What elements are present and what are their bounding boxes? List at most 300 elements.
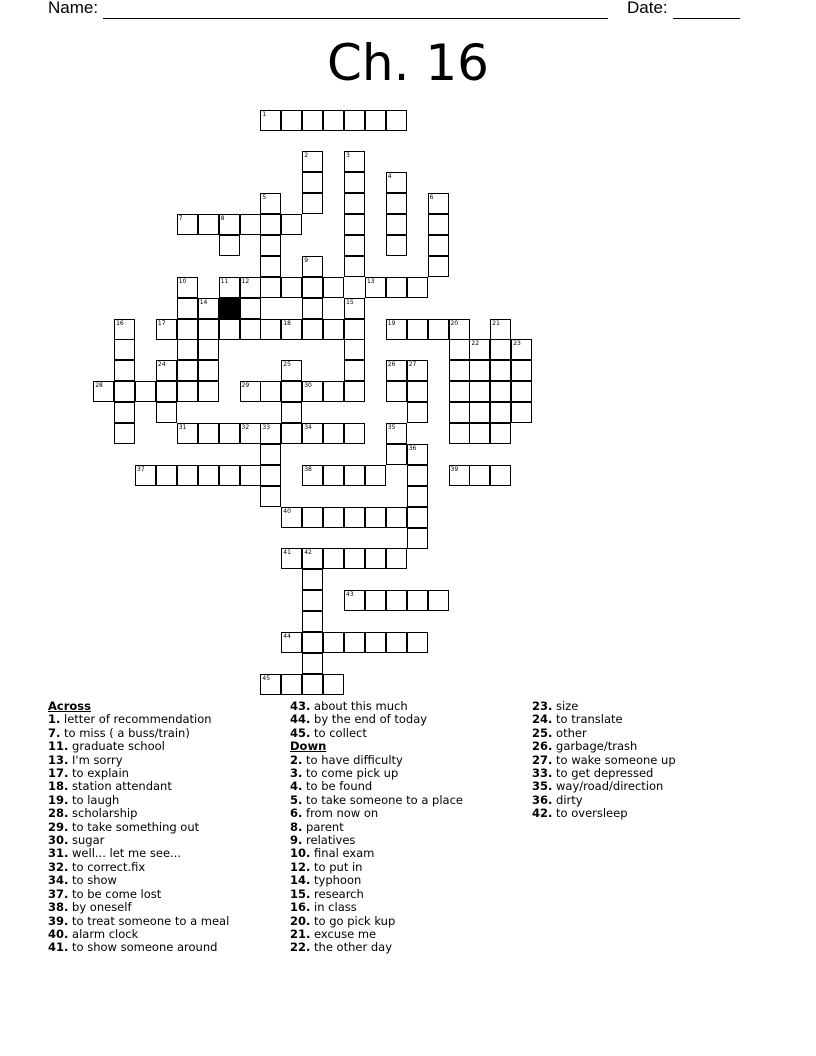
clue-text: typhoon bbox=[310, 873, 362, 888]
grid-cell[interactable] bbox=[386, 423, 407, 444]
clue-number-label: 25. bbox=[532, 725, 553, 740]
clue-text: other bbox=[552, 725, 587, 740]
down-clue bbox=[290, 888, 463, 901]
down-clue bbox=[290, 807, 463, 820]
grid-cell[interactable] bbox=[469, 360, 490, 381]
grid-cell[interactable] bbox=[177, 298, 198, 319]
clue-number: 43 bbox=[346, 591, 354, 599]
grid-cell[interactable] bbox=[511, 339, 532, 360]
down-clue bbox=[532, 794, 676, 807]
grid-cell[interactable] bbox=[302, 110, 323, 131]
clue-number-label: 7. bbox=[48, 725, 61, 740]
down-clue bbox=[290, 901, 463, 914]
clue-number-label: 26. bbox=[532, 739, 553, 754]
grid-cell[interactable] bbox=[386, 110, 407, 131]
grid-cell[interactable] bbox=[365, 507, 386, 528]
across-clue bbox=[48, 821, 229, 834]
grid-cell[interactable] bbox=[260, 193, 281, 214]
clue-number-label: 40. bbox=[48, 926, 69, 941]
clue-number-label: 18. bbox=[48, 779, 69, 794]
across-clue bbox=[48, 874, 229, 887]
clue-number-label: 6. bbox=[290, 806, 303, 821]
grid-cell[interactable] bbox=[449, 465, 470, 486]
grid-cell[interactable] bbox=[386, 381, 407, 402]
grid-cell[interactable] bbox=[281, 381, 302, 402]
clue-number-label: 3. bbox=[290, 766, 303, 781]
grid-cell[interactable] bbox=[219, 235, 240, 256]
grid-cell[interactable] bbox=[490, 465, 511, 486]
grid-cell[interactable] bbox=[407, 486, 428, 507]
clue-text: final exam bbox=[310, 846, 375, 861]
clue-text: excuse me bbox=[310, 926, 377, 941]
grid-cell[interactable] bbox=[344, 235, 365, 256]
down-clue bbox=[532, 754, 676, 767]
clue-number-label: 35. bbox=[532, 779, 553, 794]
grid-cell[interactable] bbox=[302, 381, 323, 402]
grid-cell[interactable] bbox=[386, 590, 407, 611]
clue-number-label: 14. bbox=[290, 873, 311, 888]
grid-cell[interactable] bbox=[240, 381, 261, 402]
grid-cell[interactable] bbox=[156, 402, 177, 423]
clue-number-label: 10. bbox=[290, 846, 311, 861]
clue-number-label: 22. bbox=[290, 940, 311, 955]
clue-number: 1 bbox=[262, 110, 267, 118]
clue-number: 15 bbox=[346, 298, 354, 306]
clue-text: to go pick kup bbox=[310, 913, 396, 928]
grid-cell[interactable] bbox=[198, 298, 219, 319]
clue-text: to be come lost bbox=[68, 886, 162, 901]
down-clue bbox=[532, 700, 676, 713]
grid-cell[interactable] bbox=[260, 256, 281, 277]
clue-number-label: 38. bbox=[48, 900, 69, 915]
clue-number: 7 bbox=[178, 215, 183, 222]
down-clue bbox=[290, 767, 463, 780]
grid-cell[interactable] bbox=[198, 423, 219, 444]
clue-number: 26 bbox=[387, 361, 396, 369]
grid-cell[interactable] bbox=[344, 360, 365, 381]
grid-cell[interactable] bbox=[386, 319, 407, 340]
grid-cell[interactable] bbox=[114, 360, 135, 381]
grid-cell[interactable] bbox=[344, 465, 365, 486]
grid-cell[interactable] bbox=[386, 632, 407, 653]
grid-cell[interactable] bbox=[198, 339, 219, 360]
grid-cell[interactable] bbox=[344, 339, 365, 360]
clue-text: to show bbox=[68, 873, 117, 888]
grid-cell[interactable] bbox=[177, 339, 198, 360]
clue-number: 29 bbox=[241, 382, 250, 390]
grid-cell[interactable] bbox=[344, 381, 365, 402]
grid-cell[interactable] bbox=[302, 193, 323, 214]
grid-cell[interactable] bbox=[260, 277, 281, 298]
clue-number: 12 bbox=[241, 277, 250, 285]
across-clue bbox=[290, 700, 463, 713]
down-clue bbox=[532, 727, 676, 740]
grid-cell[interactable] bbox=[490, 381, 511, 402]
clue-text: to wake someone up bbox=[552, 752, 676, 767]
date-label: Date: bbox=[627, 0, 673, 17]
grid-cell[interactable] bbox=[302, 569, 323, 590]
clue-column-3 bbox=[532, 700, 676, 821]
grid-cell[interactable] bbox=[428, 193, 449, 214]
clue-number: 31 bbox=[178, 424, 187, 431]
clue-text: I'm sorry bbox=[68, 752, 123, 767]
down-clue bbox=[290, 915, 463, 928]
grid-cell[interactable] bbox=[302, 632, 323, 653]
grid-cell[interactable] bbox=[344, 423, 365, 444]
grid-cell[interactable] bbox=[386, 360, 407, 381]
down-clue bbox=[290, 794, 463, 807]
grid-cell[interactable] bbox=[177, 423, 198, 444]
grid-cell[interactable] bbox=[344, 298, 365, 319]
grid-cell[interactable] bbox=[302, 465, 323, 486]
grid-cell[interactable] bbox=[302, 151, 323, 172]
grid-cell[interactable] bbox=[302, 256, 323, 277]
grid-cell[interactable] bbox=[198, 360, 219, 381]
grid-cell[interactable] bbox=[302, 611, 323, 632]
clue-number: 33 bbox=[262, 424, 271, 431]
grid-cell[interactable] bbox=[177, 360, 198, 381]
clue-number: 39 bbox=[450, 465, 459, 473]
grid-cell[interactable] bbox=[344, 319, 365, 340]
down-clue bbox=[290, 754, 463, 767]
grid-cell[interactable] bbox=[177, 214, 198, 235]
grid-cell[interactable] bbox=[428, 235, 449, 256]
grid-cell[interactable] bbox=[302, 172, 323, 193]
clue-text: graduate school bbox=[68, 739, 165, 754]
grid-cell[interactable] bbox=[302, 548, 323, 569]
grid-cell[interactable] bbox=[449, 360, 470, 381]
clue-number: 44 bbox=[283, 633, 291, 640]
grid-cell[interactable] bbox=[449, 381, 470, 402]
grid-cell[interactable] bbox=[198, 381, 219, 402]
clue-number: 14 bbox=[199, 298, 208, 306]
grid-cell[interactable] bbox=[323, 548, 344, 569]
across-clue bbox=[48, 861, 229, 874]
grid-cell[interactable] bbox=[281, 214, 302, 235]
grid-cell[interactable] bbox=[260, 381, 281, 402]
clue-number-label: 42. bbox=[532, 806, 553, 821]
grid-cell[interactable] bbox=[407, 277, 428, 298]
grid-cell[interactable] bbox=[260, 465, 281, 486]
clue-number: 32 bbox=[241, 424, 250, 431]
grid-cell[interactable] bbox=[490, 319, 511, 340]
grid-cell[interactable] bbox=[240, 465, 261, 486]
grid-cell[interactable] bbox=[365, 548, 386, 569]
grid-cell[interactable] bbox=[260, 444, 281, 465]
grid-cell[interactable] bbox=[344, 193, 365, 214]
grid-cell[interactable] bbox=[490, 402, 511, 423]
clue-number: 16 bbox=[116, 319, 124, 327]
clue-number: 42 bbox=[304, 549, 312, 557]
grid-cell[interactable] bbox=[323, 381, 344, 402]
clue-number-label: 19. bbox=[48, 792, 69, 807]
grid-cell[interactable] bbox=[281, 110, 302, 131]
across-clue bbox=[48, 834, 229, 847]
grid-cell[interactable] bbox=[260, 674, 281, 695]
grid-cell[interactable] bbox=[302, 674, 323, 695]
grid-cell[interactable] bbox=[198, 319, 219, 340]
grid-cell[interactable] bbox=[365, 110, 386, 131]
grid-cell[interactable] bbox=[219, 465, 240, 486]
grid-cell[interactable] bbox=[177, 319, 198, 340]
grid-cell[interactable] bbox=[281, 402, 302, 423]
clue-heading: Across bbox=[48, 699, 91, 713]
grid-cell[interactable] bbox=[490, 360, 511, 381]
grid-cell[interactable] bbox=[240, 298, 261, 319]
grid-cell[interactable] bbox=[240, 277, 261, 298]
clue-text: letter of recommendation bbox=[60, 712, 212, 727]
grid-cell[interactable] bbox=[386, 507, 407, 528]
grid-cell[interactable] bbox=[219, 423, 240, 444]
grid-cell[interactable] bbox=[449, 339, 470, 360]
clue-number: 5 bbox=[262, 194, 267, 202]
grid-cell[interactable] bbox=[511, 381, 532, 402]
grid-cell[interactable] bbox=[428, 214, 449, 235]
clue-text: dirty bbox=[552, 792, 583, 807]
clue-number-label: 44. bbox=[290, 712, 311, 727]
clue-number-label: 24. bbox=[532, 712, 553, 727]
down-clue bbox=[532, 713, 676, 726]
grid-cell[interactable] bbox=[386, 277, 407, 298]
grid-cell[interactable] bbox=[407, 528, 428, 549]
grid-cell[interactable] bbox=[469, 381, 490, 402]
grid-cell[interactable] bbox=[302, 298, 323, 319]
clue-number: 2 bbox=[304, 152, 309, 160]
clue-number: 30 bbox=[304, 382, 312, 390]
grid-cell[interactable] bbox=[344, 151, 365, 172]
grid-cell[interactable] bbox=[114, 339, 135, 360]
grid-cell[interactable] bbox=[302, 277, 323, 298]
clue-text: to explain bbox=[68, 766, 129, 781]
grid-cell[interactable] bbox=[365, 590, 386, 611]
grid-cell[interactable] bbox=[156, 465, 177, 486]
grid-cell[interactable] bbox=[323, 507, 344, 528]
clue-text: size bbox=[552, 699, 579, 713]
grid-cell[interactable] bbox=[281, 548, 302, 569]
grid-cell[interactable] bbox=[135, 381, 156, 402]
grid-cell[interactable] bbox=[240, 423, 261, 444]
grid-cell[interactable] bbox=[407, 319, 428, 340]
clue-number-label: 11. bbox=[48, 739, 69, 754]
across-clue bbox=[48, 807, 229, 820]
clue-number-label: 23. bbox=[532, 699, 553, 713]
grid-cell[interactable] bbox=[469, 402, 490, 423]
grid-cell[interactable] bbox=[219, 277, 240, 298]
grid-cell[interactable] bbox=[156, 360, 177, 381]
down-clue bbox=[532, 767, 676, 780]
grid-cell[interactable] bbox=[323, 277, 344, 298]
grid-cell[interactable] bbox=[302, 319, 323, 340]
clue-text: to collect bbox=[310, 725, 367, 740]
grid-cell[interactable] bbox=[365, 632, 386, 653]
grid-cell[interactable] bbox=[386, 444, 407, 465]
grid-cell[interactable] bbox=[469, 339, 490, 360]
grid-cell[interactable] bbox=[240, 214, 261, 235]
clue-number: 37 bbox=[137, 465, 145, 473]
grid-cell[interactable] bbox=[407, 360, 428, 381]
grid-cell[interactable] bbox=[114, 319, 135, 340]
grid-cell[interactable] bbox=[323, 632, 344, 653]
across-clue bbox=[48, 754, 229, 767]
grid-cell[interactable] bbox=[135, 465, 156, 486]
clue-text: to correct.fix bbox=[68, 859, 146, 874]
across-clue bbox=[290, 713, 463, 726]
grid-cell[interactable] bbox=[219, 319, 240, 340]
clue-text: to be found bbox=[302, 779, 373, 794]
grid-cell[interactable] bbox=[302, 507, 323, 528]
grid-cell[interactable] bbox=[323, 319, 344, 340]
grid-cell[interactable] bbox=[511, 402, 532, 423]
clue-number: 17 bbox=[157, 319, 166, 327]
grid-cell[interactable] bbox=[177, 465, 198, 486]
grid-cell[interactable] bbox=[198, 465, 219, 486]
grid-cell[interactable] bbox=[93, 381, 114, 402]
grid-cell[interactable] bbox=[260, 110, 281, 131]
clue-number-label: 5. bbox=[290, 792, 303, 807]
clue-number-label: 9. bbox=[290, 833, 303, 848]
down-clue bbox=[290, 941, 463, 954]
clue-text: to miss ( a buss/train) bbox=[60, 725, 190, 740]
down-clue bbox=[290, 874, 463, 887]
grid-cell[interactable] bbox=[260, 319, 281, 340]
grid-cell[interactable] bbox=[260, 214, 281, 235]
clue-heading: Down bbox=[290, 739, 327, 754]
grid-cell[interactable] bbox=[365, 465, 386, 486]
grid-cell[interactable] bbox=[344, 172, 365, 193]
clue-number: 23 bbox=[513, 340, 521, 348]
grid-cell[interactable] bbox=[177, 277, 198, 298]
grid-cell[interactable] bbox=[302, 653, 323, 674]
grid-cell[interactable] bbox=[344, 590, 365, 611]
grid-cell[interactable] bbox=[344, 632, 365, 653]
clue-text: to take someone to a place bbox=[302, 792, 463, 807]
grid-cell[interactable] bbox=[344, 214, 365, 235]
grid-cell[interactable] bbox=[407, 590, 428, 611]
grid-cell[interactable] bbox=[281, 423, 302, 444]
grid-cell[interactable] bbox=[323, 465, 344, 486]
grid-cell[interactable] bbox=[490, 339, 511, 360]
grid-cell[interactable] bbox=[114, 381, 135, 402]
grid-cell[interactable] bbox=[323, 423, 344, 444]
clue-number: 35 bbox=[387, 424, 396, 431]
clue-number-label: 41. bbox=[48, 940, 69, 955]
grid-cell[interactable] bbox=[177, 381, 198, 402]
grid-cell[interactable] bbox=[323, 110, 344, 131]
clue-number: 6 bbox=[429, 194, 434, 202]
across-clue bbox=[48, 941, 229, 954]
grid-cell[interactable] bbox=[490, 423, 511, 444]
grid-cell[interactable] bbox=[260, 486, 281, 507]
grid-cell[interactable] bbox=[281, 360, 302, 381]
grid-cell[interactable] bbox=[114, 402, 135, 423]
clue-number: 24 bbox=[157, 361, 166, 369]
grid-cell[interactable] bbox=[260, 423, 281, 444]
grid-cell[interactable] bbox=[407, 465, 428, 486]
clue-number: 36 bbox=[408, 444, 417, 452]
grid-cell[interactable] bbox=[428, 319, 449, 340]
clue-text: to put in bbox=[310, 859, 363, 874]
clue-number-label: 4. bbox=[290, 779, 303, 794]
grid-cell[interactable] bbox=[260, 235, 281, 256]
down-clue bbox=[290, 847, 463, 860]
grid-cell[interactable] bbox=[428, 590, 449, 611]
grid-cell[interactable] bbox=[469, 423, 490, 444]
grid-cell[interactable] bbox=[344, 110, 365, 131]
clue-number: 41 bbox=[283, 549, 291, 557]
grid-cell[interactable] bbox=[407, 381, 428, 402]
grid-cell[interactable] bbox=[156, 319, 177, 340]
clue-number-label: 15. bbox=[290, 886, 311, 901]
grid-cell[interactable] bbox=[449, 319, 470, 340]
grid-cell[interactable] bbox=[386, 548, 407, 569]
clue-text: to translate bbox=[552, 712, 623, 727]
grid-cell[interactable] bbox=[281, 674, 302, 695]
grid-cell[interactable] bbox=[323, 674, 344, 695]
grid-cell[interactable] bbox=[449, 423, 470, 444]
clue-number: 22 bbox=[471, 340, 480, 348]
clue-text: to oversleep bbox=[552, 806, 628, 821]
clue-number-label: 13. bbox=[48, 752, 69, 767]
grid-cell[interactable] bbox=[344, 256, 365, 277]
grid-cell[interactable] bbox=[302, 590, 323, 611]
grid-cell[interactable] bbox=[511, 360, 532, 381]
clue-text: to have difficulty bbox=[302, 752, 403, 767]
grid-cell[interactable] bbox=[407, 444, 428, 465]
grid-cell[interactable] bbox=[281, 277, 302, 298]
grid-cell[interactable] bbox=[469, 465, 490, 486]
down-clue bbox=[290, 780, 463, 793]
clue-number-label: 37. bbox=[48, 886, 69, 901]
grid-cell[interactable] bbox=[407, 632, 428, 653]
grid-cell[interactable] bbox=[281, 632, 302, 653]
grid-cell[interactable] bbox=[407, 507, 428, 528]
clue-number-label: 32. bbox=[48, 859, 69, 874]
across-clue bbox=[48, 888, 229, 901]
grid-cell[interactable] bbox=[386, 214, 407, 235]
grid-cell[interactable] bbox=[281, 319, 302, 340]
clue-text: by oneself bbox=[68, 900, 132, 915]
clue-number: 25 bbox=[283, 361, 291, 369]
clue-text: to show someone around bbox=[68, 940, 218, 955]
grid-cell[interactable] bbox=[156, 381, 177, 402]
grid-cell[interactable] bbox=[219, 214, 240, 235]
clue-number-label: 20. bbox=[290, 913, 311, 928]
across-clue bbox=[48, 780, 229, 793]
grid-cell[interactable] bbox=[302, 423, 323, 444]
grid-cell[interactable] bbox=[428, 256, 449, 277]
grid-cell[interactable] bbox=[114, 423, 135, 444]
clue-number-label: 12. bbox=[290, 859, 311, 874]
clue-column-1 bbox=[48, 700, 229, 955]
across-clue bbox=[290, 727, 463, 740]
black-cell bbox=[219, 298, 240, 319]
grid-cell[interactable] bbox=[344, 548, 365, 569]
grid-cell[interactable] bbox=[386, 172, 407, 193]
grid-cell[interactable] bbox=[386, 235, 407, 256]
grid-cell[interactable] bbox=[449, 402, 470, 423]
grid-cell[interactable] bbox=[240, 319, 261, 340]
grid-cell[interactable] bbox=[344, 507, 365, 528]
grid-cell[interactable] bbox=[365, 277, 386, 298]
clue-number-label: 27. bbox=[532, 752, 553, 767]
clue-number-label: 8. bbox=[290, 819, 303, 834]
down-clue bbox=[532, 807, 676, 820]
grid-cell[interactable] bbox=[407, 402, 428, 423]
grid-cell[interactable] bbox=[281, 507, 302, 528]
across-clue bbox=[48, 794, 229, 807]
grid-cell[interactable] bbox=[386, 193, 407, 214]
grid-cell[interactable] bbox=[198, 214, 219, 235]
